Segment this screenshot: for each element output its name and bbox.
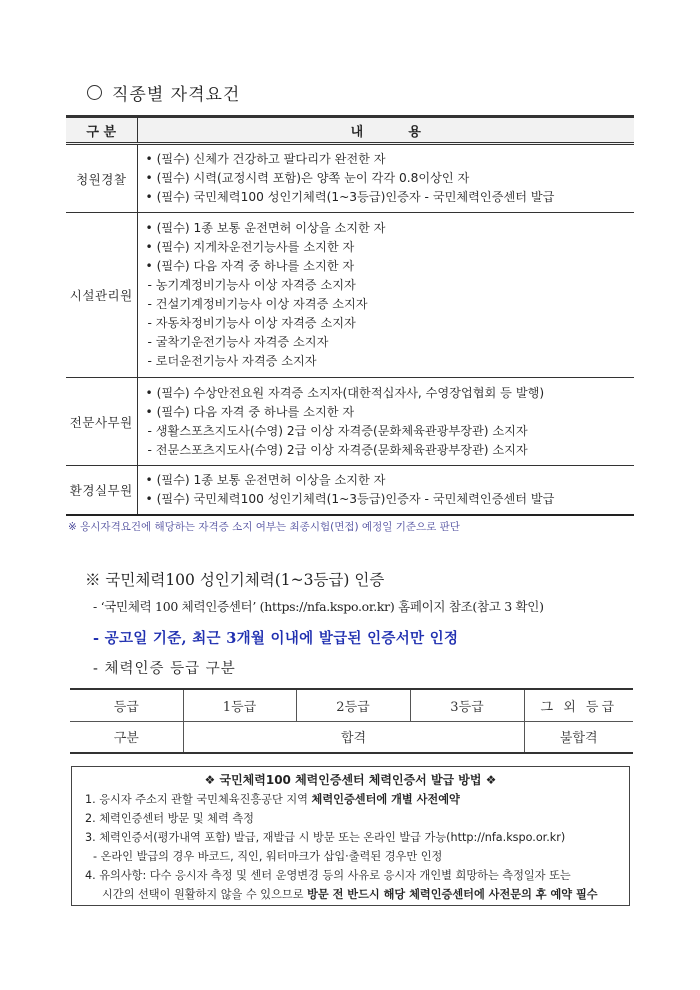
header-category: 구 분 xyxy=(86,124,117,140)
row-content xyxy=(137,213,634,378)
requirement-sub-item: - 건설기계정비기능사 이상 자격증 소지자 xyxy=(147,297,368,311)
method-step-continuation xyxy=(85,885,629,904)
result-pass: 합격 xyxy=(183,721,524,753)
table-header-row xyxy=(66,117,634,144)
grade-result-row xyxy=(70,721,633,753)
circle-bullet-icon xyxy=(87,85,102,100)
requirement-sub-item: - 로더운전기능사 자격증 소지자 xyxy=(147,354,317,368)
row-category: 환경실무원 xyxy=(69,483,133,498)
grade-1: 1등급 xyxy=(183,689,296,721)
method-step-text: 4. 유의사항: 다수 응시자 측정 및 센터 운영변경 등의 사유로 응시자 개인별 희망하는 측정일자 또는 xyxy=(85,869,571,882)
method-title: ❖ 국민체력100 체력인증센터 체력인증서 발급 방법 ❖ xyxy=(204,773,497,787)
grade-2: 2등급 xyxy=(296,689,410,721)
table-row xyxy=(66,213,634,378)
method-step xyxy=(85,866,629,885)
qualification-table xyxy=(66,115,634,516)
grade-label: 등급 xyxy=(113,699,139,715)
row-category: 전문사무원 xyxy=(69,414,133,430)
row-content xyxy=(137,466,634,516)
table-row xyxy=(66,378,634,466)
header-content: 내 용 xyxy=(137,117,634,144)
requirement-item: • (필수) 수상안전요원 자격증 소지자(대한적십자사, 수영장업협회 등 발행) xyxy=(145,385,545,400)
requirement-sub-item: - 농기계정비기능사 이상 자격증 소지자 xyxy=(147,278,356,292)
requirement-item: • (필수) 지게차운전기능사를 소지한 자 xyxy=(145,240,355,254)
requirement-item: • (필수) 1종 보통 운전면허 이상을 소지한 자 xyxy=(145,221,386,235)
requirement-sub-item: - 자동차정비기능사 이상 자격증 소지자 xyxy=(147,316,356,330)
result-fail: 불합격 xyxy=(524,721,633,753)
certification-grade-heading: - 체력인증 등급 구분 xyxy=(93,661,236,677)
grade-3: 3등급 xyxy=(410,689,524,721)
requirement-item: • (필수) 국민체력100 성인기체력(1~3등급)인증자 - 국민체력인증센터 발급 xyxy=(145,190,555,204)
method-step xyxy=(85,809,629,828)
requirement-item: • (필수) 시력(교정시력 포함)은 양쪽 눈이 각각 0.8이상인 자 xyxy=(145,171,470,185)
method-sub-step xyxy=(85,847,629,866)
method-step xyxy=(85,790,629,809)
requirement-item: • (필수) 국민체력100 성인기체력(1~3등급)인증자 - 국민체력인증센터 발급 xyxy=(145,492,555,506)
table-row xyxy=(66,144,634,213)
method-step-text: 3. 체력인증서(평가내역 포함) 발급, 재발급 시 방문 또는 온라인 발급 가능(http://nfa.kspo.or.kr) xyxy=(85,831,566,844)
row-category: 시설관리원 xyxy=(69,288,133,303)
row-content xyxy=(137,378,634,466)
certification-reference-line: - ‘국민체력 100 체력인증센터’ (https://nfa.kspo.or.kr) 홈페이지 참조(참고 3 확인) xyxy=(93,599,544,614)
grade-header-row xyxy=(70,689,633,721)
row-category: 청원경찰 xyxy=(76,171,127,187)
requirement-item: • (필수) 다음 자격 중 하나를 소지한 자 xyxy=(145,259,355,273)
requirement-sub-item: - 전문스포츠지도사(수영) 2급 이상 자격증(문화체육관광부장관) 소지자 xyxy=(147,442,528,457)
method-step-text: 시간의 선택이 원활하지 않을 수 있으므로 xyxy=(102,888,308,901)
method-step-emphasis: 체력인증센터에 개별 사전예약 xyxy=(311,793,460,806)
method-step-text: 1. 응시자 주소지 관할 국민체육진흥공단 지역 xyxy=(85,793,312,806)
method-step xyxy=(85,828,629,847)
result-label: 구분 xyxy=(70,721,183,753)
certification-heading: ※ 국민체력100 성인기체력(1~3등급) 인증 xyxy=(85,571,385,589)
method-step-emphasis: 방문 전 반드시 해당 체력인증센터에 사전문의 후 예약 필수 xyxy=(307,888,598,901)
method-step-text: - 온라인 발급의 경우 바코드, 직인, 워터마크가 삽입·출력된 경우만 인정 xyxy=(93,850,443,863)
eligibility-note: ※ 응시자격요건에 해당하는 자격증 소지 여부는 최종시험(면접) 예정일 기준으로 판단 xyxy=(68,521,460,533)
section-title xyxy=(87,80,240,105)
certification-validity-line: - 공고일 기준, 최근 3개월 이내에 발급된 인증서만 인정 xyxy=(93,630,459,647)
grade-table xyxy=(70,688,633,754)
requirement-sub-item: - 굴착기운전기능사 자격증 소지자 xyxy=(147,335,329,349)
row-content xyxy=(137,144,634,213)
grade-other: 그 외 등급 xyxy=(524,689,633,721)
section-title-text: 직종별 자격요건 xyxy=(112,85,241,105)
requirement-item: • (필수) 신체가 건강하고 팔다리가 완전한 자 xyxy=(145,152,386,166)
method-step-text: 2. 체력인증센터 방문 및 체력 측정 xyxy=(85,812,254,825)
issuance-method-box xyxy=(71,766,630,906)
requirement-sub-item: - 생활스포츠지도사(수영) 2급 이상 자격증(문화체육관광부장관) 소지자 xyxy=(147,423,528,438)
table-row xyxy=(66,466,634,516)
requirement-item: • (필수) 1종 보통 운전면허 이상을 소지한 자 xyxy=(145,473,386,487)
requirement-item: • (필수) 다음 자격 중 하나를 소지한 자 xyxy=(145,404,355,419)
